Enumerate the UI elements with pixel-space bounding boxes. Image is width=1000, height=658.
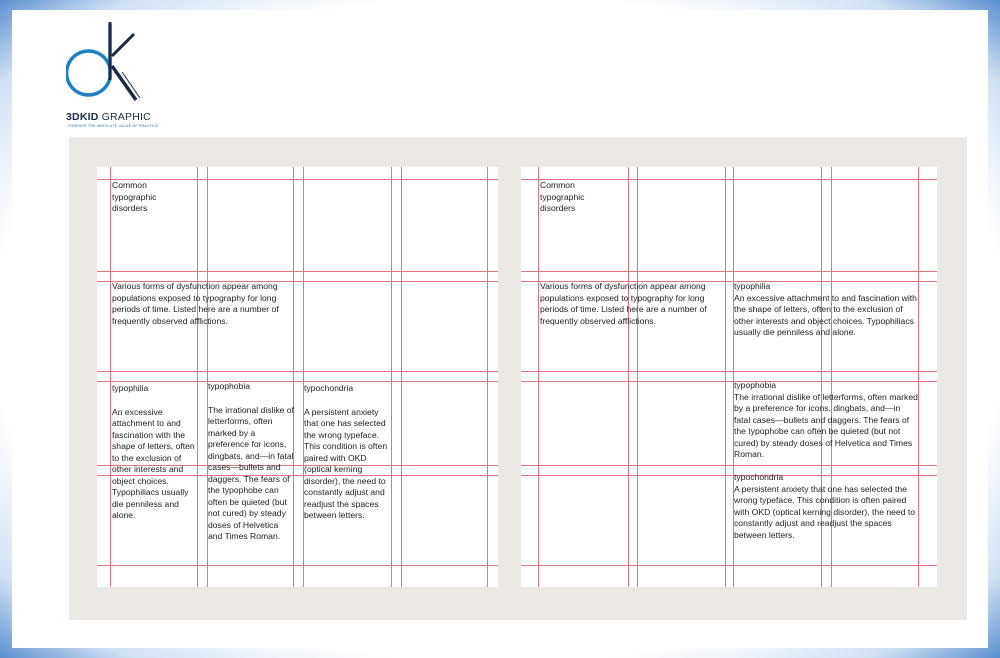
typophobia-entry [734,380,918,461]
grid-line [521,565,937,566]
entry-body: An excessive attachment to and fascination with the shape of letters, often to the exclusion of other interests and object choices. Typophiliacs usually die penniless and alone. [734,292,917,337]
layout-canvas [69,137,967,620]
entry-heading: typophobia [734,380,777,390]
grid-line [197,167,198,587]
grid-line [725,167,726,587]
grid-line [538,167,539,587]
grid-line [110,167,111,587]
grid-line [521,271,937,272]
entry-body: A persistent anxiety that one has selected the wrong typeface. This condition is often paired with OKD (optical kerning disorder), the need to constantly adjust and readjust the spaces between letters. [304,406,388,520]
typochondria-entry [734,472,918,541]
entry-body: The irrational dislike of letterforms, often marked by a preference for icons, dingbats, and—in fatal cases—bullets and daggers. The fears of the typophobe can often be quieted (but not cured) by steady doses of Helvetica and Times Roman. [734,391,918,459]
page-title: Common typographic disorders [540,180,585,213]
intro-paragraph: Various forms of dysfunction appear among populations exposed to typography for long periods of time. Listed here are a number of frequently observed afflictions. [540,281,707,326]
grid-line [97,565,498,566]
entry-heading: typochondria [734,472,784,482]
grid-line [487,167,488,587]
intro-paragraph: Various forms of dysfunction appear among populations exposed to typography for long periods of time. Listed here are a number of frequently observed afflictions. [112,281,279,326]
entry-heading: typophobia [208,381,251,391]
grid-line [401,167,402,587]
grid-line [628,167,629,587]
grid-line [97,371,498,372]
typophilia-entry [734,281,918,339]
right-page [521,167,937,587]
grid-line [521,465,937,466]
typophilia-column [112,383,202,522]
brand-wordmark: 3DKID GRAPHIC [66,111,151,123]
grid-line [918,167,919,587]
grid-line [521,371,937,372]
entry-body: A persistent anxiety that one has selected the wrong typeface. This condition is often paired with OKD (optical kerning disorder), the need to constantly adjust and readjust the spaces between letters. [734,483,916,540]
typophobia-column [208,381,294,543]
entry-heading: typophilia [734,281,771,291]
grid-line [97,381,498,382]
grid-line [391,167,392,587]
grid-line [303,167,304,587]
entry-body: The irrational dislike of letterforms, often marked by a preference for icons, dingbats, and—in fatal cases—bullets and daggers. The fears of the typophobe can often be quieted (but not cured) by steady doses of Helvetica and Times Roman. [208,404,294,541]
grid-line [97,271,498,272]
entry-heading: typophilia [112,383,149,393]
brand-logo [66,18,162,130]
slide-frame [12,10,988,648]
typochondria-column [304,383,392,522]
entry-body: An excessive attachment to and fascination with the shape of letters, often to the exclusion of other interests and object choices. Typophiliacs usually die penniless and alone. [112,406,195,520]
page-title: Common typographic disorders [112,180,157,213]
grid-line [637,167,638,587]
left-page [97,167,498,587]
dk-monogram-icon [66,18,162,110]
entry-heading: typochondria [304,383,354,393]
brand-tagline: FOREVER THE ABSOLUTE VALUE OF PRACTICE [68,124,159,128]
